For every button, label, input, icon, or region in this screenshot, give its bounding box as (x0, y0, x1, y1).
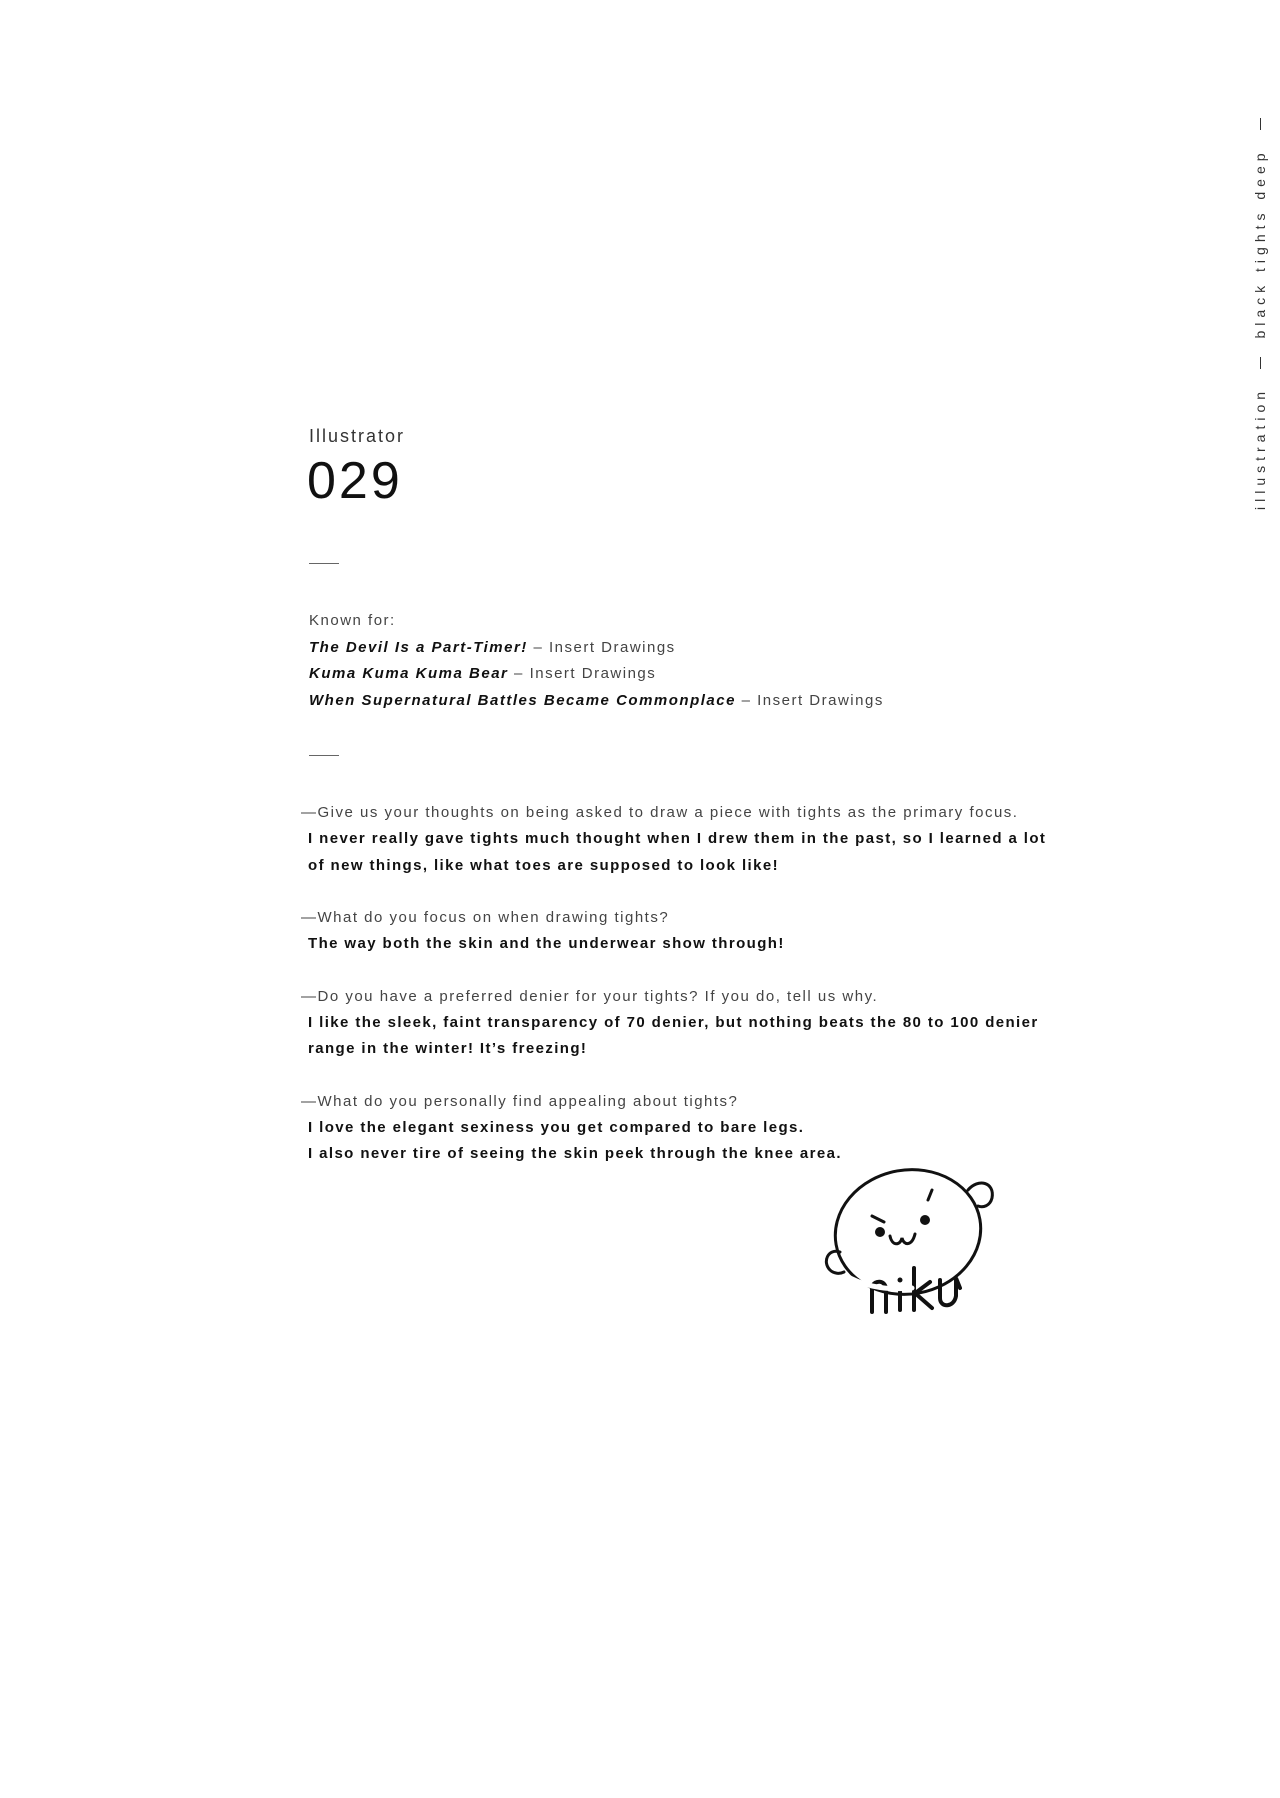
interview-answer-line: I also never tire of seeing the skin peek through the knee area. (308, 1145, 842, 1162)
work-item (309, 688, 884, 715)
side-divider (1260, 118, 1261, 130)
interview-answer-line: The way both the skin and the underwear show through! (308, 935, 785, 952)
interview-answer-line: of new things, like what toes are supposed to look like! (308, 856, 779, 874)
interview-section (301, 800, 1091, 1194)
interview-question: —Give us your thoughts on being asked to draw a piece with tights as the primary focus. (301, 804, 1019, 821)
role-label: Illustrator (309, 426, 406, 446)
work-item (309, 635, 884, 662)
interview-answer-line: I like the sleek, faint transparency of 70 denier, but nothing beats the 80 to 100 denier (308, 1013, 1039, 1031)
qa-item (301, 984, 1091, 1063)
interview-answer-line: range in the winter! It’s freezing! (308, 1040, 588, 1057)
interview-question: —What do you focus on when drawing tights? (301, 909, 670, 926)
side-section-label (1250, 100, 1270, 510)
qa-item (301, 800, 1091, 879)
divider (309, 755, 339, 756)
illustrator-number: 029 (307, 452, 403, 510)
divider (309, 563, 339, 564)
work-credit: – Insert Drawings (527, 638, 676, 656)
known-for-section (309, 608, 884, 714)
known-for-heading: Known for: (309, 612, 396, 629)
work-title: When Supernatural Battles Became Commonplace (309, 691, 736, 709)
interview-answer-line: I never really gave tights much thought when I drew them in the past, so I learned a lot (308, 830, 1047, 847)
work-title: Kuma Kuma Kuma Bear (309, 665, 509, 682)
qa-item (301, 1089, 1091, 1168)
work-title: The Devil Is a Part-Timer! (309, 638, 528, 656)
qa-item (301, 905, 1091, 958)
book-name: black tights deep (1252, 148, 1268, 339)
side-divider (1260, 357, 1261, 369)
work-item (309, 661, 884, 688)
work-credit: – Insert Drawings (508, 665, 657, 682)
interview-question: —Do you have a preferred denier for your tights? If you do, tell us why. (301, 987, 879, 1005)
section-name: illustration (1252, 386, 1268, 510)
work-credit: – Insert Drawings (735, 691, 884, 709)
signature-mascot-icon (820, 1160, 1000, 1330)
interview-question: —What do you personally find appealing about tights? (301, 1092, 739, 1110)
interview-answer-line: I love the elegant sexiness you get compared to bare legs. (308, 1118, 805, 1136)
